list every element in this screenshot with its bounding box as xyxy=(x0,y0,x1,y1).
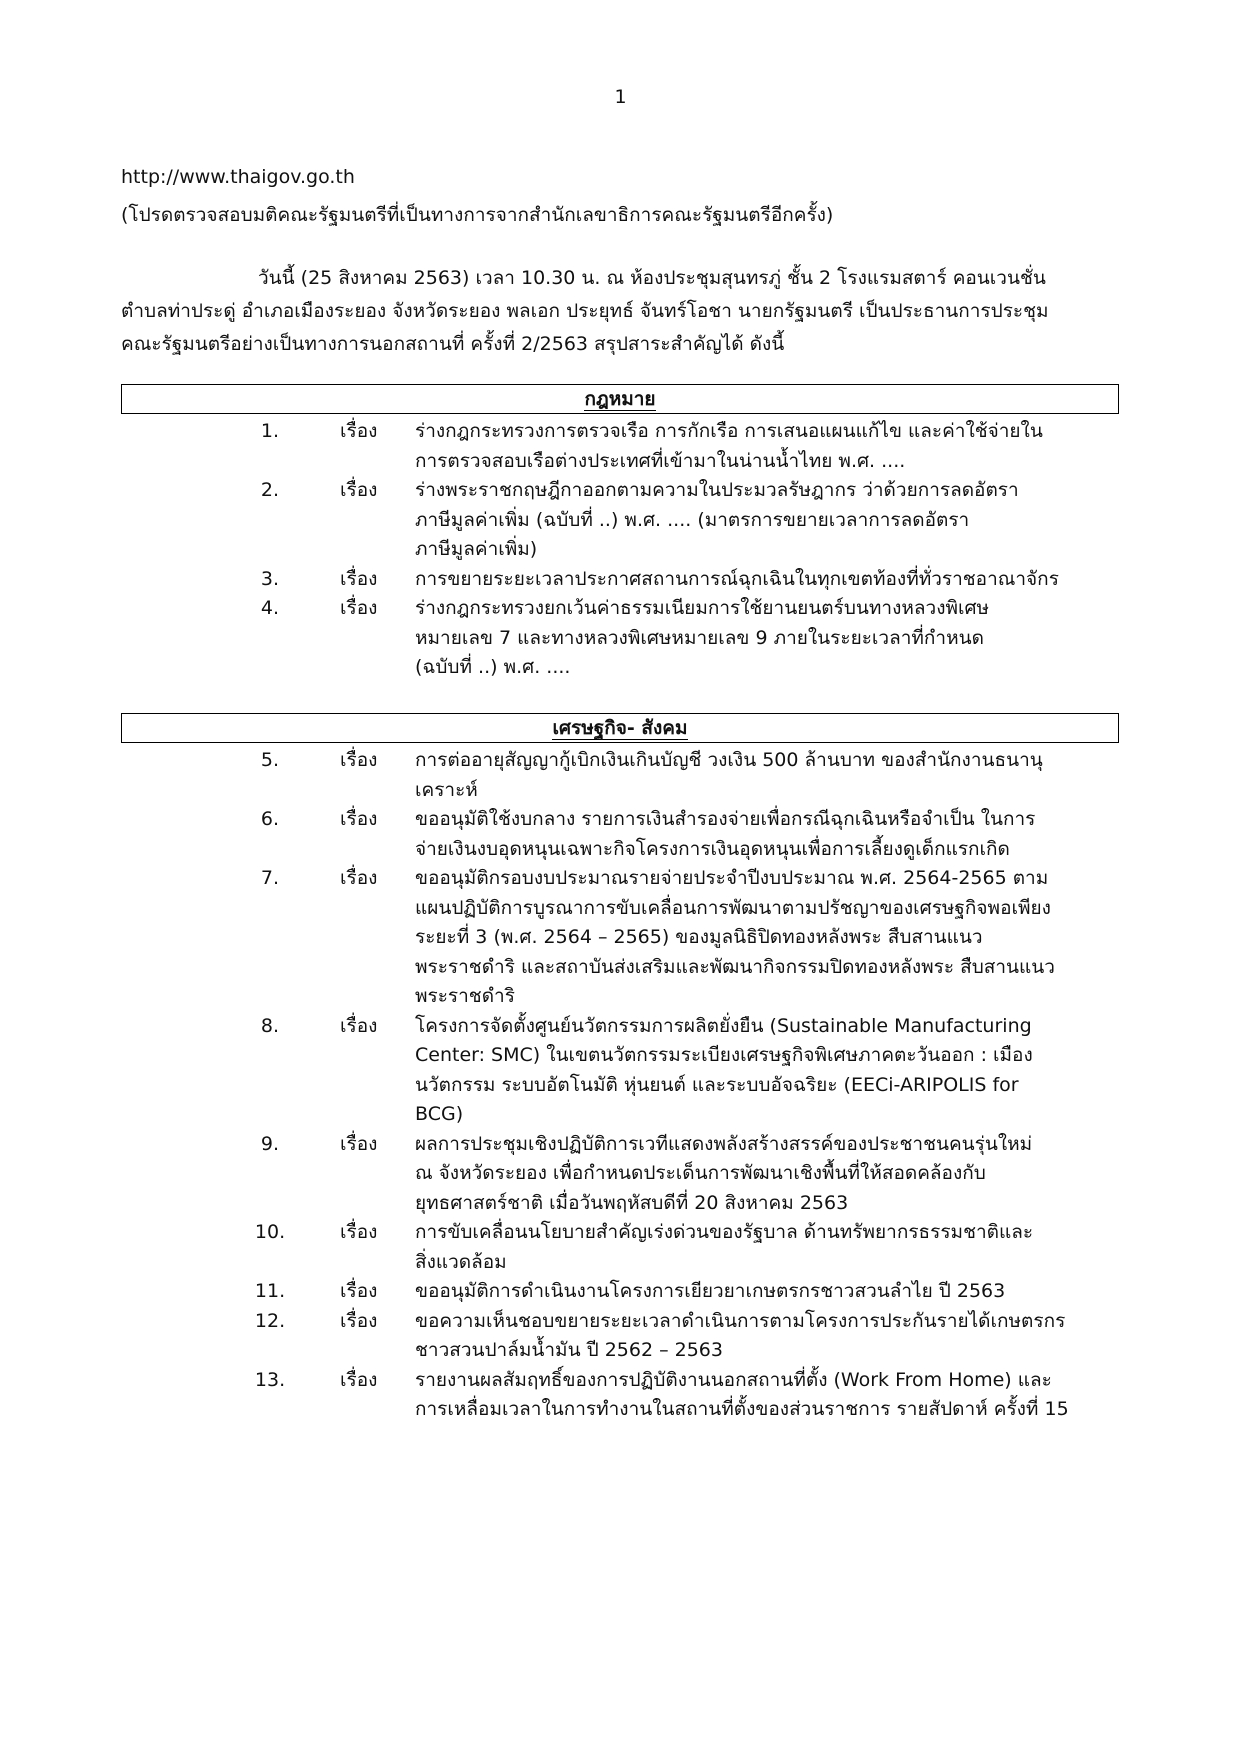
item-title-line: (ฉบับที่ ..) พ.ศ. .... xyxy=(415,656,571,678)
intro-line: คณะรัฐมนตรีอย่างเป็นทางการนอกสถานที่ ครั้งที่ 2/2563 สรุปสาระสำคัญได้ ดังนี้ xyxy=(121,333,785,355)
item-number: 11. xyxy=(254,1280,286,1302)
section-header xyxy=(121,713,1119,743)
item-title xyxy=(415,1218,1175,1277)
item-title xyxy=(415,565,1175,595)
item-title-line: รายงานผลสัมฤทธิ์ของการปฏิบัติงานนอกสถานที่ตั้ง (Work From Home) และ xyxy=(415,1368,1052,1391)
source-url[interactable]: http://www.thaigov.go.th xyxy=(121,166,355,188)
item-number: 9. xyxy=(260,1132,280,1155)
item-title xyxy=(415,1012,1175,1130)
item-keyword: เรื่อง xyxy=(340,420,378,442)
item-title xyxy=(415,746,1175,805)
item-title-line: พระราชดำริ และสถาบันส่งเสริมและพัฒนากิจกรรมปิดทองหลังพระ สืบสานแนว xyxy=(415,955,1055,978)
item-title xyxy=(415,476,1175,565)
section-header xyxy=(121,384,1119,414)
item-title xyxy=(415,594,1175,683)
item-keyword: เรื่อง xyxy=(340,1280,378,1302)
item-number: 1. xyxy=(260,420,280,442)
item-keyword: เรื่อง xyxy=(340,1132,378,1155)
item-title xyxy=(415,864,1175,1012)
item-title-line: หมายเลข 7 และทางหลวงพิเศษหมายเลข 9 ภายในระยะเวลาที่กำหนด xyxy=(415,626,984,649)
item-title-line: ภาษีมูลค่าเพิ่ม) xyxy=(415,538,538,560)
item-title-line: ร่างกฎกระทรวงยกเว้นค่าธรรมเนียมการใช้ยานยนตร์บนทางหลวงพิเศษ xyxy=(415,597,990,619)
item-number: 2. xyxy=(260,479,280,501)
item-number: 3. xyxy=(260,567,280,590)
item-number: 4. xyxy=(260,597,280,619)
item-title-line: การเหลื่อมเวลาในการทำงานในสถานที่ตั้งของส่วนราชการ รายสัปดาห์ ครั้งที่ 15 xyxy=(415,1398,1069,1420)
item-keyword: เรื่อง xyxy=(340,567,378,590)
item-title-line: การตรวจสอบเรือต่างประเทศที่เข้ามาในน่านน้ำไทย พ.ศ. .... xyxy=(415,449,906,472)
item-title xyxy=(415,1277,1175,1307)
item-title-line: ผลการประชุมเชิงปฏิบัติการเวทีแสดงพลังสร้างสรรค์ของประชาชนคนรุ่นใหม่ xyxy=(415,1132,1033,1155)
item-title-line: ขออนุมัติกรอบงบประมาณรายจ่ายประจำปีงบประมาณ พ.ศ. 2564-2565 ตาม xyxy=(415,867,1049,889)
item-title-line: ยุทธศาสตร์ชาติ เมื่อวันพฤหัสบดีที่ 20 สิงหาคม 2563 xyxy=(415,1191,849,1214)
item-title xyxy=(415,805,1175,864)
item-title-line: BCG) xyxy=(415,1103,464,1125)
item-number: 6. xyxy=(260,808,280,830)
item-title-line: เคราะห์ xyxy=(415,778,478,801)
item-number: 13. xyxy=(254,1368,286,1391)
item-title-line: โครงการจัดตั้งศูนย์นวัตกรรมการผลิตยั่งยืน (Sustainable Manufacturing xyxy=(415,1014,1032,1037)
item-title-line: ระยะที่ 3 (พ.ศ. 2564 – 2565) ของมูลนิธิปิดทองหลังพระ สืบสานแนว xyxy=(415,926,983,948)
item-title-line: ขออนุมัติใช้งบกลาง รายการเงินสำรองจ่ายเพื่อกรณีฉุกเฉินหรือจำเป็น ในการ xyxy=(415,808,1036,830)
item-title-line: ร่างกฎกระทรวงการตรวจเรือ การกักเรือ การเสนอแผนแก้ไข และค่าใช้จ่ายใน xyxy=(415,420,1043,442)
item-keyword: เรื่อง xyxy=(340,749,378,771)
item-title xyxy=(415,417,1175,476)
intro-line: ตำบลท่าประดู่ อำเภอเมืองระยอง จังหวัดระยอง พลเอก ประยุทธ์ จันทร์โอชา นายกรัฐมนตรี เป็นประธานการประชุม xyxy=(121,300,1049,322)
item-title xyxy=(415,1366,1175,1425)
item-title-line: ขอความเห็นชอบขยายระยะเวลาดำเนินการตามโครงการประกันรายได้เกษตรกร xyxy=(415,1309,1066,1332)
section-title: เศรษฐกิจ- สังคม xyxy=(552,717,688,739)
item-title-line: ร่างพระราชกฤษฎีกาออกตามความในประมวลรัษฎากร ว่าด้วยการลดอัตรา xyxy=(415,479,1019,501)
item-keyword: เรื่อง xyxy=(340,1309,378,1332)
intro-paragraph xyxy=(121,262,1121,361)
item-number: 10. xyxy=(254,1221,286,1243)
item-keyword: เรื่อง xyxy=(340,1368,378,1391)
item-title-line: ณ จังหวัดระยอง เพื่อกำหนดประเด็นการพัฒนาเชิงพื้นที่ให้สอดคล้องกับ xyxy=(415,1162,986,1184)
item-title-line: ชาวสวนปาล์มน้ำมัน ปี 2562 – 2563 xyxy=(415,1339,723,1361)
item-title-line: สิ่งแวดล้อม xyxy=(415,1250,507,1273)
disclaimer-note: (โปรดตรวจสอบมติคณะรัฐมนตรีที่เป็นทางการจากสำนักเลขาธิการคณะรัฐมนตรีอีกครั้ง) xyxy=(121,204,834,226)
item-keyword: เรื่อง xyxy=(340,867,378,889)
item-keyword: เรื่อง xyxy=(340,1221,378,1243)
item-title xyxy=(415,1130,1175,1219)
item-title-line: จ่ายเงินงบอุดหนุนเฉพาะกิจโครงการเงินอุดหนุนเพื่อการเลี้ยงดูเด็กแรกเกิด xyxy=(415,837,1010,860)
item-keyword: เรื่อง xyxy=(340,479,378,501)
item-title-line: พระราชดำริ xyxy=(415,985,515,1007)
item-title-line: นวัตกรรม ระบบอัตโนมัติ หุ่นยนต์ และระบบอัจฉริยะ (EECi-ARIPOLIS for xyxy=(415,1073,1019,1096)
item-title-line: Center: SMC) ในเขตนวัตกรรมระเบียงเศรษฐกิจพิเศษภาคตะวันออก : เมือง xyxy=(415,1044,1033,1066)
item-number: 5. xyxy=(260,749,280,771)
item-number: 7. xyxy=(260,867,280,889)
item-title-line: การต่ออายุสัญญากู้เบิกเงินเกินบัญชี วงเงิน 500 ล้านบาท ของสำนักงานธนานุ xyxy=(415,749,1043,771)
item-title-line: ภาษีมูลค่าเพิ่ม (ฉบับที่ ..) พ.ศ. .... (มาตรการขยายเวลาการลดอัตรา xyxy=(415,508,970,531)
item-title-line: การขยายระยะเวลาประกาศสถานการณ์ฉุกเฉินในทุกเขตท้องที่ทั่วราชอาณาจักร xyxy=(415,567,1059,590)
item-title xyxy=(415,1307,1175,1366)
page-number: 1 xyxy=(614,86,627,108)
item-title-line: ขออนุมัติการดำเนินงานโครงการเยียวยาเกษตรกรชาวสวนลำไย ปี 2563 xyxy=(415,1280,1006,1302)
section-title: กฎหมาย xyxy=(584,388,656,410)
item-keyword: เรื่อง xyxy=(340,597,378,619)
intro-line: วันนี้ (25 สิงหาคม 2563) เวลา 10.30 น. ณ ห้องประชุมสุนทรภู่ ชั้น 2 โรงแรมสตาร์ คอนเวนชั่น xyxy=(258,267,1046,289)
item-title-line: แผนปฏิบัติการบูรณาการขับเคลื่อนการพัฒนาตามปรัชญาของเศรษฐกิจพอเพียง xyxy=(415,896,1051,919)
item-number: 12. xyxy=(254,1309,286,1332)
item-title-line: การขับเคลื่อนนโยบายสำคัญเร่งด่วนของรัฐบาล ด้านทรัพยากรธรรมชาติและ xyxy=(415,1221,1034,1243)
item-keyword: เรื่อง xyxy=(340,1014,378,1037)
item-keyword: เรื่อง xyxy=(340,808,378,830)
item-number: 8. xyxy=(260,1014,280,1037)
